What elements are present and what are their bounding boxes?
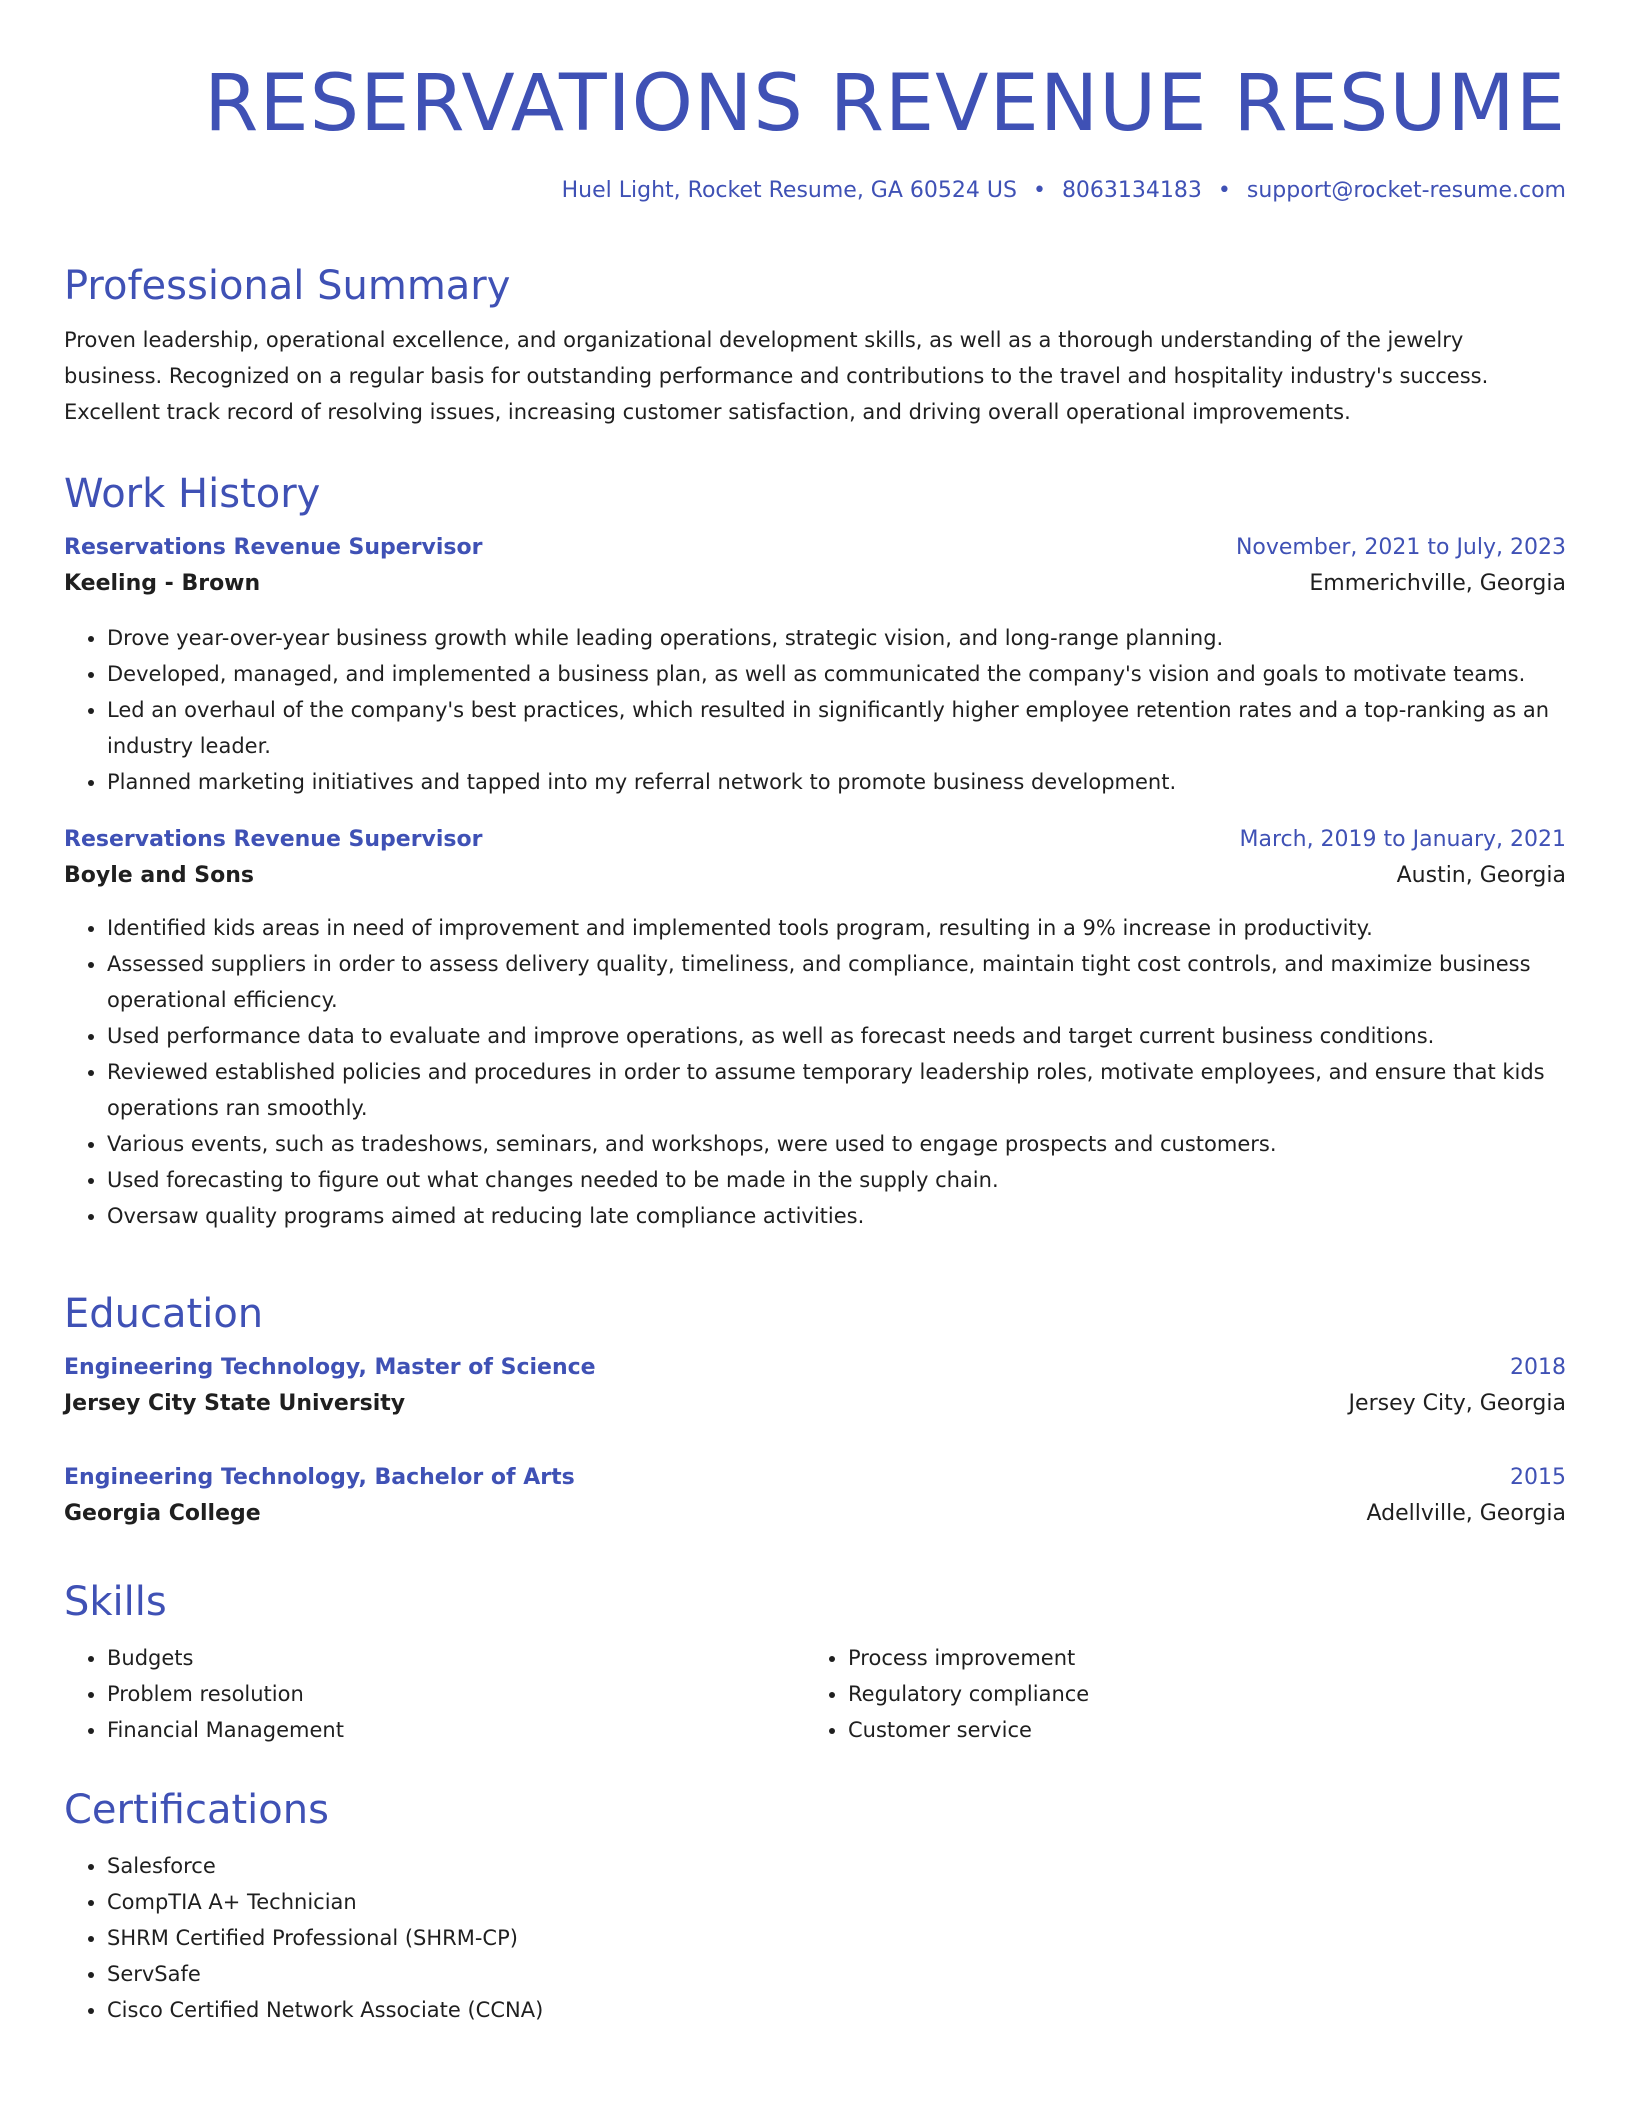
job-bullet: • Used performance data to evaluate and improve operations, as well as forecast needs and target current business conditions.	[107, 1018, 1566, 1054]
education-heading: Education	[64, 1291, 264, 1337]
education-school: Georgia College	[64, 1501, 261, 1526]
job-bullet: • Led an overhaul of the company's best practices, which resulted in significantly higher employee retention rates and a top-ranking as an industry leader.	[107, 692, 1566, 764]
job-bullet: • Developed, managed, and implemented a business plan, as well as communicated the company's vision and goals to motivate teams.	[107, 656, 1566, 692]
education-location: Adellville, Georgia	[1366, 1501, 1566, 1526]
job-header-row	[64, 822, 1566, 858]
job-location: Austin, Georgia	[1396, 863, 1566, 888]
education-entry	[64, 1460, 1566, 1532]
job-entry	[64, 822, 1566, 1234]
education-degree: Engineering Technology, Master of Science	[64, 1355, 596, 1380]
education-year: 2015	[1510, 1465, 1566, 1490]
education-location: Jersey City, Georgia	[1348, 1391, 1566, 1416]
job-company: Boyle and Sons	[64, 863, 254, 888]
skills-list-right	[805, 1640, 1566, 1748]
job-dates: March, 2019 to January, 2021	[1239, 827, 1566, 852]
job-bullet: • Used forecasting to figure out what changes needed to be made in the supply chain.	[107, 1162, 1566, 1198]
education-header-row	[64, 1350, 1566, 1386]
job-bullets	[64, 620, 1566, 800]
job-entry	[64, 530, 1566, 800]
job-location: Emmerichville, Georgia	[1309, 571, 1566, 596]
skills-heading: Skills	[64, 1579, 167, 1625]
job-header-row	[64, 530, 1566, 566]
job-title: Reservations Revenue Supervisor	[64, 535, 483, 560]
job-bullet: • Drove year-over-year business growth while leading operations, strategic vision, and long-range planning.	[107, 620, 1566, 656]
skills-list-left	[64, 1640, 805, 1748]
job-bullet: • Planned marketing initiatives and tapped into my referral network to promote business development.	[107, 764, 1566, 800]
work-history-section	[64, 470, 1566, 1234]
skill-item: • Problem resolution	[107, 1676, 805, 1712]
contact-separator: •	[1032, 178, 1046, 203]
job-company-row	[64, 858, 1566, 894]
contact-email: support@rocket-resume.com	[1246, 178, 1566, 203]
skill-item: • Customer service	[848, 1712, 1566, 1748]
work-history-heading: Work History	[64, 471, 321, 517]
contact-line	[64, 176, 1566, 206]
skill-item: • Budgets	[107, 1640, 805, 1676]
job-title: Reservations Revenue Supervisor	[64, 827, 483, 852]
skills-section	[64, 1578, 1566, 1748]
contact-phone: 8063134183	[1061, 178, 1202, 203]
job-bullet: • Reviewed established policies and procedures in order to assume temporary leadership roles, motivate employees, and ensure that kids operations ran smoothly.	[107, 1054, 1566, 1126]
job-company-row	[64, 566, 1566, 602]
certification-item: • Cisco Certified Network Associate (CCNA)	[107, 1992, 1566, 2028]
certification-item: • ServSafe	[107, 1956, 1566, 1992]
job-company: Keeling - Brown	[64, 571, 261, 596]
certification-item: • Salesforce	[107, 1848, 1566, 1884]
job-bullet: • Assessed suppliers in order to assess delivery quality, timeliness, and compliance, maintain tight cost controls, and maximize business operational efficiency.	[107, 946, 1566, 1018]
skill-item: • Regulatory compliance	[848, 1676, 1566, 1712]
education-header-row	[64, 1460, 1566, 1496]
certification-item: • CompTIA A+ Technician	[107, 1884, 1566, 1920]
education-section	[64, 1290, 1566, 1532]
job-dates: November, 2021 to July, 2023	[1235, 535, 1566, 560]
education-year: 2018	[1510, 1355, 1566, 1380]
certifications-section	[64, 1786, 1566, 2028]
resume-header	[64, 0, 1566, 206]
job-bullet: • Identified kids areas in need of improvement and implemented tools program, resulting in a 9% increase in productivity.	[107, 910, 1566, 946]
skills-columns	[64, 1640, 1566, 1748]
education-school-row	[64, 1496, 1566, 1532]
education-degree: Engineering Technology, Bachelor of Arts	[64, 1465, 575, 1490]
certification-item: • SHRM Certified Professional (SHRM-CP)	[107, 1920, 1566, 1956]
contact-separator: •	[1217, 178, 1231, 203]
job-bullet: • Oversaw quality programs aimed at reducing late compliance activities.	[107, 1198, 1566, 1234]
summary-heading: Professional Summary	[64, 263, 511, 309]
summary-text: Proven leadership, operational excellence, and organizational development skills, as well as a thorough understanding of the jewelry business. Recognized on a regular basis for outstanding performance and contributions to the travel and hospitality industry's success. Excellent track record of resolving issues, increasing customer satisfaction, and driving overall operational improvements.	[64, 328, 1489, 424]
skill-item: • Financial Management	[107, 1712, 805, 1748]
certifications-list	[64, 1848, 1566, 2028]
education-school-row	[64, 1386, 1566, 1422]
education-school: Jersey City State University	[64, 1391, 406, 1416]
contact-address: Huel Light, Rocket Resume, GA 60524 US	[561, 178, 1017, 203]
resume-title: RESERVATIONS REVENUE RESUME	[204, 59, 1566, 149]
education-entry	[64, 1350, 1566, 1422]
job-bullets	[64, 910, 1566, 1234]
skill-item: • Process improvement	[848, 1640, 1566, 1676]
certifications-heading: Certifications	[64, 1787, 329, 1833]
job-bullet: • Various events, such as tradeshows, seminars, and workshops, were used to engage prospects and customers.	[107, 1126, 1566, 1162]
summary-section	[64, 262, 1566, 430]
